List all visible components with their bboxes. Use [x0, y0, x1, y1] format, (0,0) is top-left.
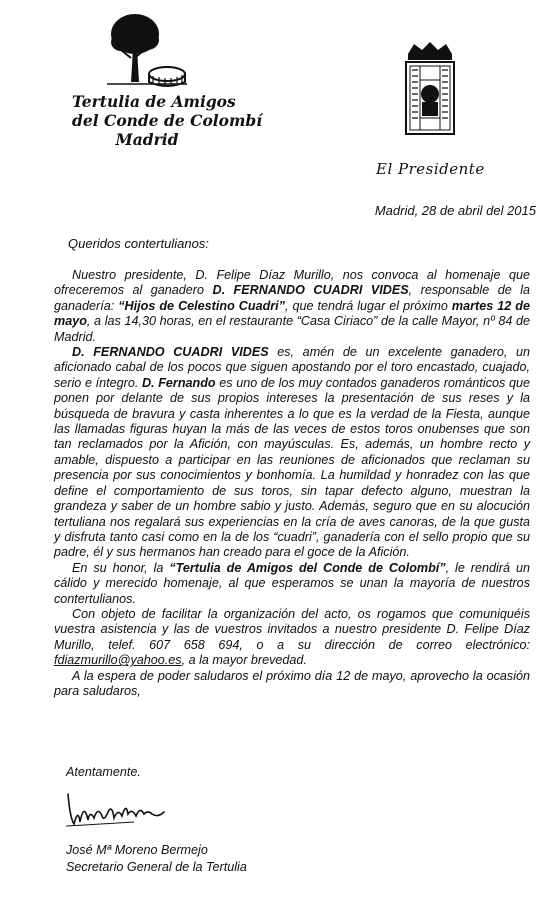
paragraph-text: , a las 14,30 horas, en el restaurante “Casa Ciriaco” de la calle Mayor, nº 84 de Madrid. [54, 314, 530, 344]
paragraph-text: Nuestro presidente, D. Felipe Díaz Murillo, nos convoca al homenaje que ofreceremos al ganadero [54, 268, 530, 298]
email-link[interactable]: fdiazmurillo@yahoo.es [54, 653, 182, 668]
honoree-short-name: D. Fernando [141, 375, 216, 390]
letter-date: Madrid, 28 de abril del 2015 [374, 203, 536, 218]
event-date: martes 12 de mayo [54, 298, 530, 329]
paragraph-text: , responsable de la ganadería: [54, 283, 531, 313]
org-name-line1: Tertulia de Amigos [72, 92, 236, 111]
signature-icon [64, 788, 174, 830]
crest-icon [400, 40, 460, 140]
paragraph-text: , a la mayor brevedad. [181, 653, 307, 668]
signer-name: José Mª Moreno Bermejo [66, 843, 208, 857]
paragraph-text: Con objeto de facilitar la organización del acto, os rogamos que comuniquéis vuestra asistencia y las de vuestros invitados a nuestro presidente D. Felipe Díaz Murillo, telef. 607 658 694, o a su dirección de correo electrónico: [54, 606, 530, 652]
paragraph-homage [54, 561, 530, 607]
president-title: El Presidente [376, 160, 485, 178]
signer-block [66, 842, 247, 876]
paragraph-farewell: A la espera de poder saludaros el próximo día 12 de mayo, aprovecho la ocasión para saludaros, [54, 668, 530, 698]
paragraph-invitation [54, 268, 530, 345]
tertulia-name: “Tertulia de Amigos del Conde de Colombí” [169, 560, 446, 575]
org-name-line2: del Conde de Colombí [72, 111, 263, 130]
signer-role: Secretario General de la Tertulia [66, 860, 247, 874]
paragraph-text: es, amén de un excelente ganadero, un aficionado cabal de los pocos que siguen apostando por el toro encastado, cuajado, serio e íntegro. [54, 345, 530, 390]
tertulia-logo [72, 12, 263, 187]
letter-body [54, 268, 530, 699]
ganaderia-name: “Hijos de Celestino Cuadri” [118, 298, 285, 313]
honoree-name: D. FERNANDO CUADRI VIDES [72, 345, 269, 360]
paragraph-text: es uno de los muy contados ganaderos románticos que ponen por delante de sus propios intereses la presentación de sus reses y la búsqueda de bravura y casta inherentes a lo que es la verdad de la Fiesta, aunque las llamadas figuras huyan la más de las veces de estos toros onubenses que son tan reclamados por la Afición, con mayúsculas. Es, además, un hombre recto y amable, dispuesto a participar en las reuniones de aficionados que reclaman su presencia por sus conocimientos y bonhomía. La humildad y honradez con las que define el comportamiento de sus toros, sin tapar defecto alguno, muestran la grandeza y saber de un hombre sabio y justo. Además, seguro que en su alocución tertuliana nos regalará sus experiencias en la cría de aves canoras, de la que gusta y disfruta tanto casi como en la de los “cuadri”, ganadería con el sello propio que su padre, él y sus hermanos han creado para el goce de la Afición. [54, 375, 531, 560]
honoree-name: D. FERNANDO CUADRI VIDES [212, 283, 409, 298]
org-name-line3: Madrid [115, 130, 179, 149]
tree-and-bullring-icon [107, 12, 187, 90]
madrid-crest [400, 40, 460, 140]
paragraph-text: , le rendirá un cálido y merecido homenaje, al que esperamos se unan la mayoría de nuestros contertulianos. [54, 560, 530, 606]
paragraph-text: En su honor, la [72, 560, 170, 575]
salutation: Queridos contertulianos: [68, 236, 209, 251]
paragraph-about-honoree [54, 345, 530, 561]
closing: Atentamente. [66, 765, 141, 779]
org-name [72, 92, 263, 149]
paragraph-text: , que tendrá lugar el próximo [284, 298, 452, 313]
paragraph-rsvp [54, 607, 530, 669]
